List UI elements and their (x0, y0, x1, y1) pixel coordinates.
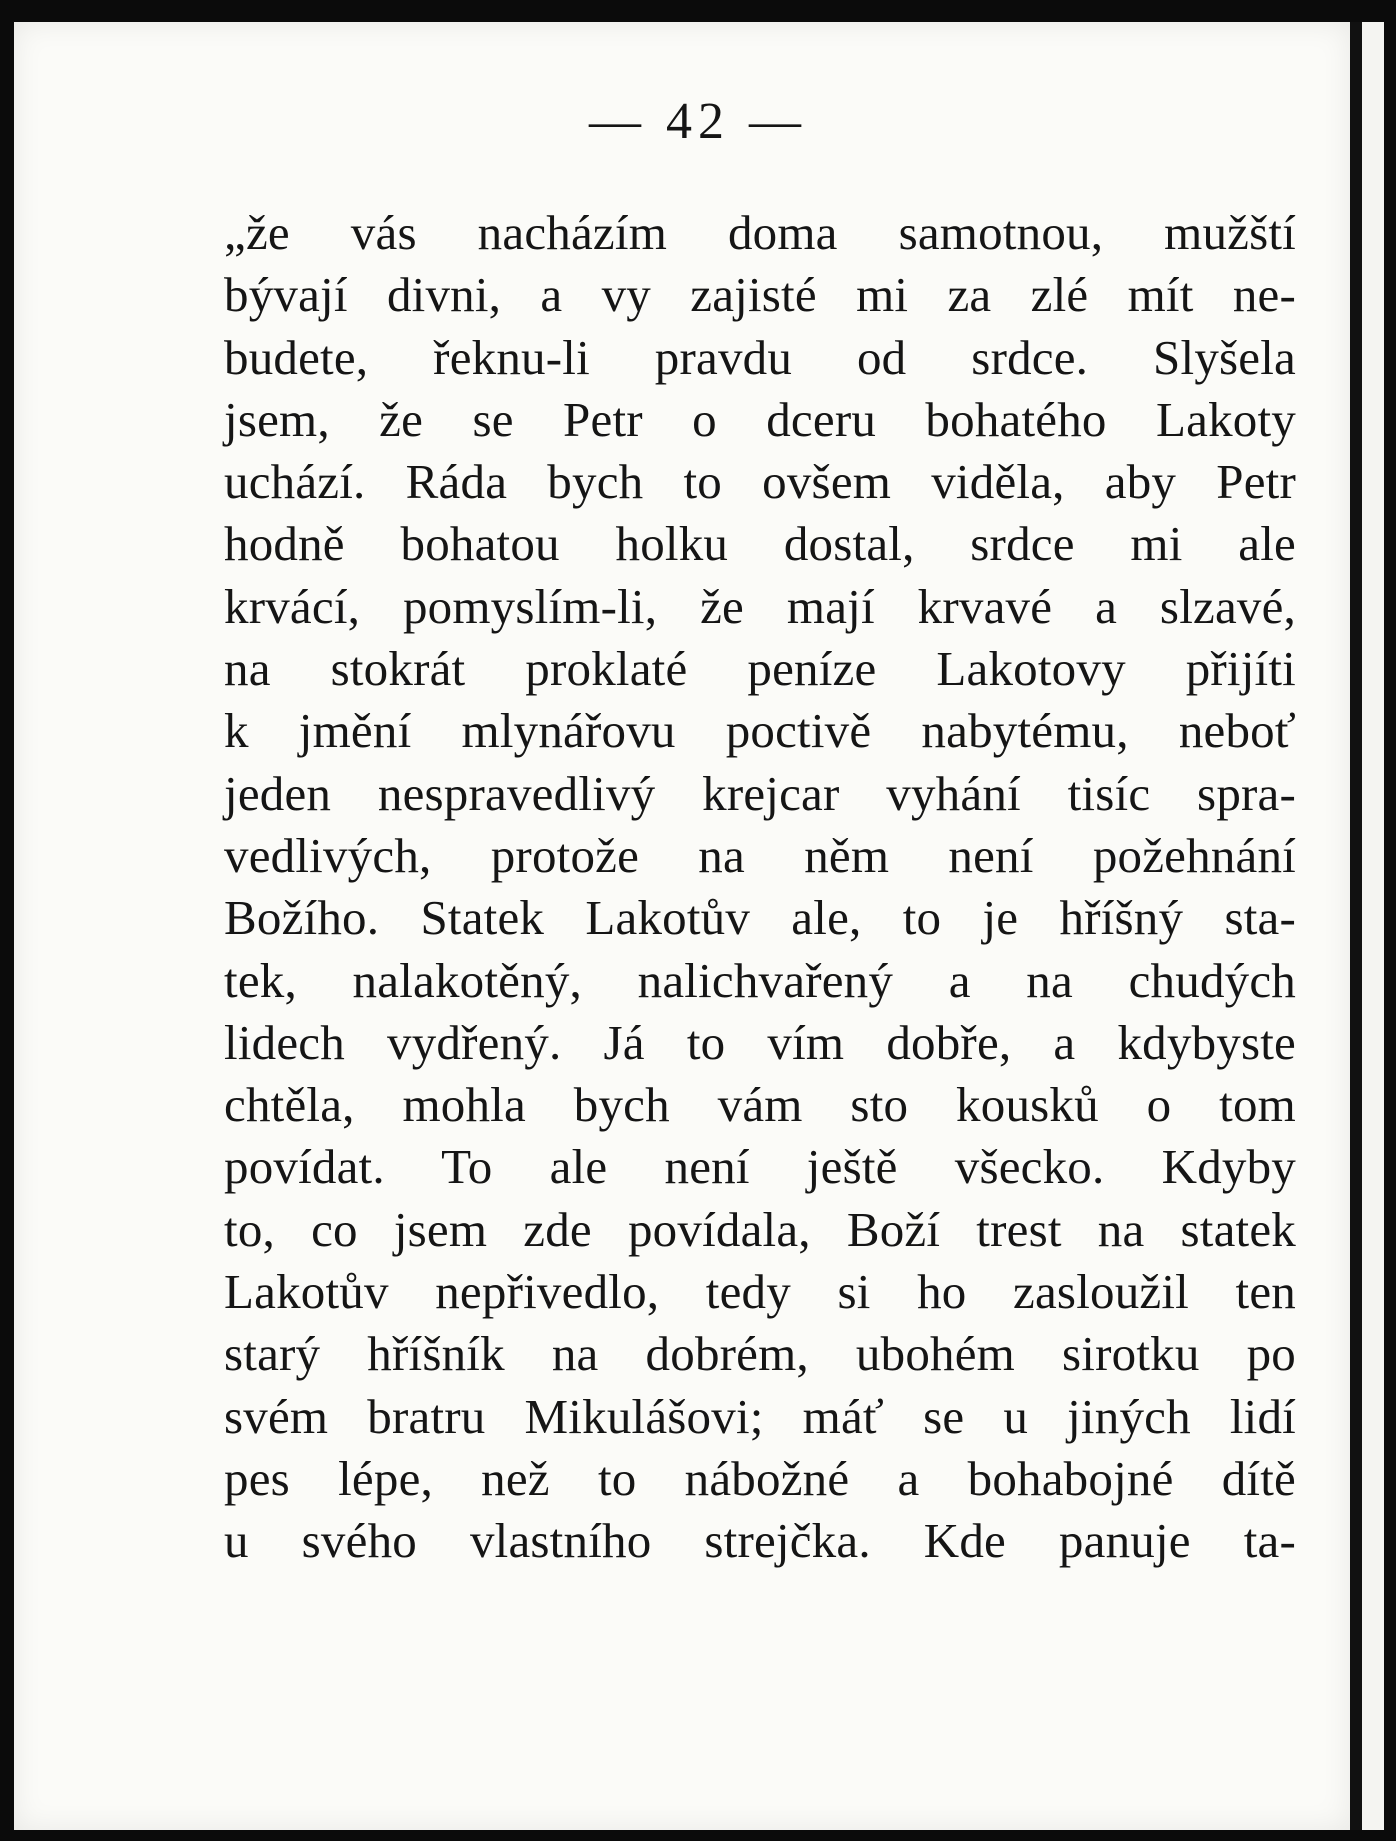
text-line: pes lépe, než to nábožné a bohabojné dítě (224, 1450, 1296, 1506)
text-line: to, co jsem zde povídala, Boží trest na statek (224, 1201, 1296, 1257)
text-line: u svého vlastního strejčka. Kde panuje ta- (224, 1513, 1296, 1569)
text-line: starý hříšník na dobrém, ubohém sirotku po (224, 1326, 1296, 1382)
text-line: Lakotův nepřivedlo, tedy si ho zasloužil ten (224, 1264, 1296, 1320)
text-line: na stokrát proklaté peníze Lakotovy přijíti (224, 641, 1296, 697)
text-line: chtěla, mohla bych vám sto kousků o tom (224, 1077, 1296, 1133)
text-line: vedlivých, protože na něm není požehnání (224, 827, 1296, 883)
body-text (224, 202, 1296, 1573)
text-line: jeden nespravedlivý krejcar vyhání tisíc spra- (224, 765, 1296, 821)
text-line: jsem, že se Petr o dceru bohatého Lakoty (224, 391, 1296, 447)
text-line: povídat. To ale není ještě všecko. Kdyby (224, 1139, 1296, 1195)
page-edge-shadow (1350, 22, 1362, 1830)
next-page-edge (1362, 22, 1384, 1830)
page-number: — 42 — (589, 93, 807, 150)
text-line: bývají divni, a vy zajisté mi za zlé mít ne- (224, 267, 1296, 323)
text-line: lidech vydřený. Já to vím dobře, a kdybyste (224, 1014, 1296, 1070)
text-line: hodně bohatou holku dostal, srdce mi ale (224, 516, 1296, 572)
text-line: tek, nalakotěný, nalichvařený a na chudých (224, 952, 1296, 1008)
text-line: svém bratru Mikulášovi; máť se u jiných lidí (224, 1388, 1296, 1444)
text-line: krvácí, pomyslím-li, že mají krvavé a slzavé, (224, 578, 1296, 634)
text-line: uchází. Ráda bych to ovšem viděla, aby Petr (224, 454, 1296, 510)
text-line: budete, řeknu-li pravdu od srdce. Slyšela (224, 329, 1296, 385)
text-line: k jmění mlynářovu poctivě nabytému, neboť (224, 703, 1296, 759)
text-line: Božího. Statek Lakotův ale, to je hříšný sta- (224, 890, 1296, 946)
text-line: „že vás nacházím doma samotnou, mužští (224, 205, 1296, 260)
